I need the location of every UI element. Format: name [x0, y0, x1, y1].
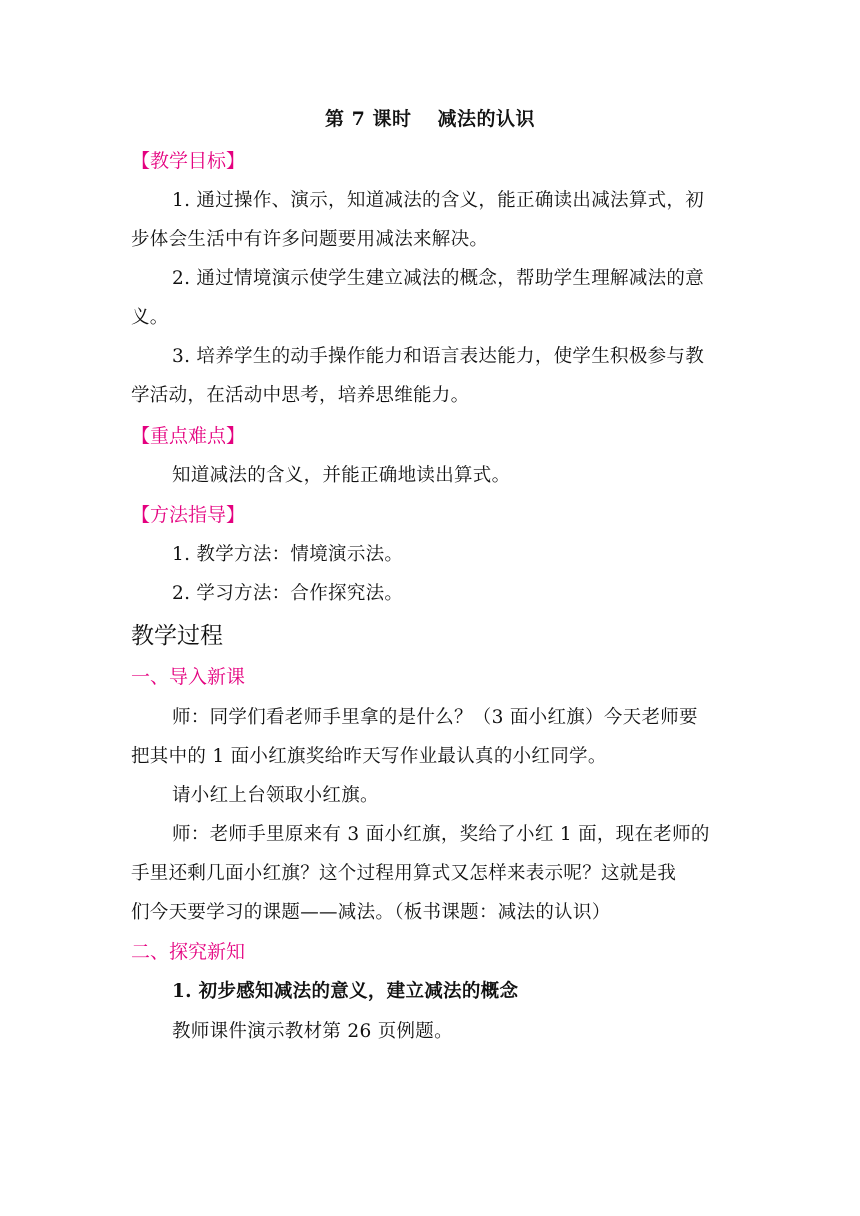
objective-line: 义。 — [131, 307, 169, 328]
key-points-line: 知道减法的含义，并能正确地读出算式。 — [172, 465, 511, 486]
objective-line: 步体会生活中有许多问题要用减法来解决。 — [131, 229, 489, 250]
part2-line: 教师课件演示教材第 26 页例题。 — [172, 1021, 453, 1042]
objectives-heading: 【教学目标】 — [131, 150, 246, 172]
objective-line: 2. 通过情境演示使学生建立减法的概念，帮助学生理解减法的意 — [172, 268, 705, 289]
process-heading: 教学过程 — [131, 623, 223, 649]
part1-line: 师：老师手里原来有 3 面小红旗，奖给了小红 1 面，现在老师的 — [172, 824, 710, 845]
lesson-number: 第 7 课时 — [325, 108, 412, 130]
lesson-topic: 减法的认识 — [437, 108, 535, 130]
part1-line: 师：同学们看老师手里拿的是什么？（3 面小红旗）今天老师要 — [172, 707, 698, 728]
methods-heading: 【方法指导】 — [131, 504, 246, 526]
part2-subheading: 1. 初步感知减法的意义，建立减法的概念 — [172, 981, 519, 1002]
part1-heading: 一、导入新课 — [131, 666, 246, 688]
objective-line: 学活动，在活动中思考，培养思维能力。 — [131, 385, 470, 406]
lesson-title — [0, 104, 860, 131]
method-line: 2. 学习方法：合作探究法。 — [172, 583, 404, 604]
part2-heading: 二、探究新知 — [131, 941, 246, 963]
part1-line: 把其中的 1 面小红旗奖给昨天写作业最认真的小红同学。 — [131, 746, 607, 767]
part1-line: 请小红上台领取小红旗。 — [172, 785, 379, 806]
key-points-heading: 【重点难点】 — [131, 425, 246, 447]
objective-line: 3. 培养学生的动手操作能力和语言表达能力，使学生积极参与教 — [172, 346, 705, 367]
method-line: 1. 教学方法：情境演示法。 — [172, 544, 404, 565]
part1-line: 手里还剩几面小红旗？这个过程用算式又怎样来表示呢？这就是我 — [131, 863, 677, 884]
part1-line: 们今天要学习的课题——减法。（板书课题：减法的认识） — [131, 902, 611, 923]
objective-line: 1. 通过操作、演示，知道减法的含义，能正确读出减法算式，初 — [172, 190, 705, 211]
